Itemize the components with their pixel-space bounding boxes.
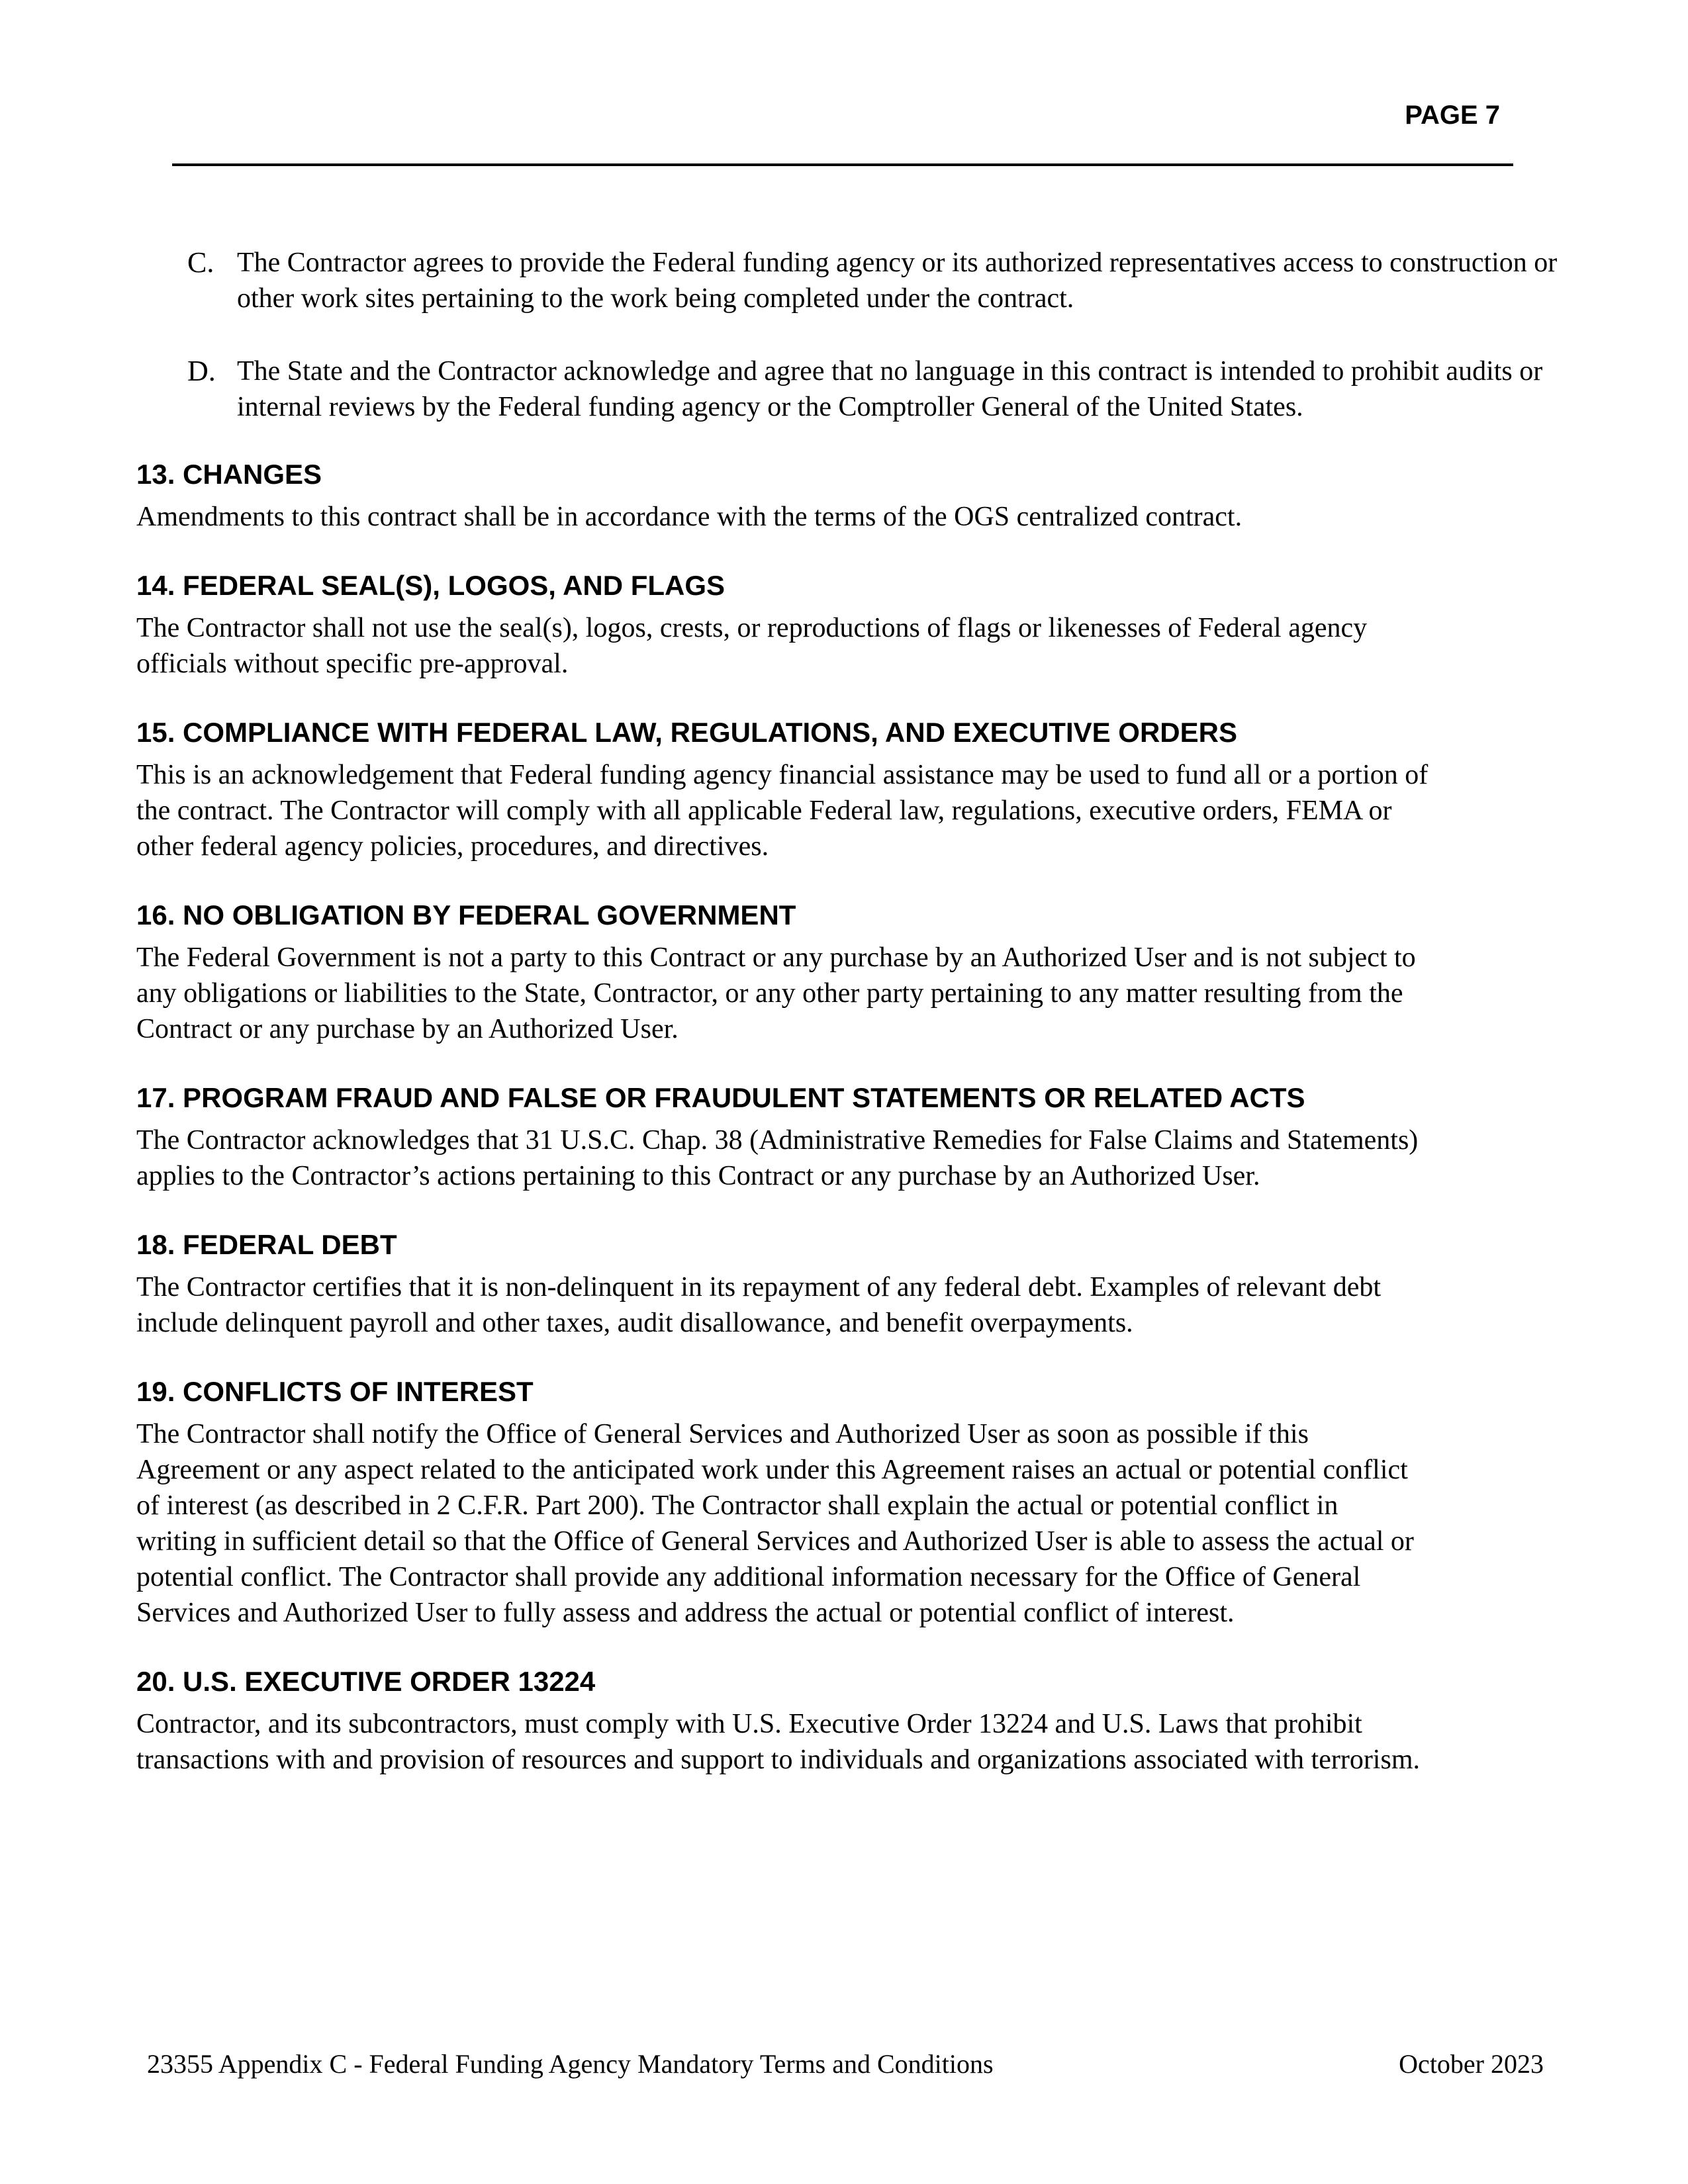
section-program-fraud	[136, 1080, 1560, 1194]
section-body: The Contractor certifies that it is non-delinquent in its repayment of any federal debt. Examples of relevant debt include delinquent payroll and other taxes, audit disallowance, and benefit overpayments.	[136, 1272, 1382, 1338]
section-body: Amendments to this contract shall be in accordance with the terms of the OGS centralized contract.	[136, 502, 1243, 532]
list-item-c	[136, 245, 1560, 316]
list-item-text: The Contractor agrees to provide the Federal funding agency or its authorized representatives access to construction or other work sites pertaining to the work being completed under the contract.	[237, 248, 1558, 314]
section-conflicts-of-interest	[136, 1374, 1560, 1631]
section-executive-order	[136, 1664, 1560, 1778]
page-number: PAGE 7	[1405, 101, 1500, 130]
list-item-text: The State and the Contractor acknowledge and agree that no language in this contract is intended to prohibit audits or internal reviews by the Federal funding agency or the Comptroller General of the United States.	[237, 356, 1543, 422]
footer-document-title: 23355 Appendix C - Federal Funding Agency Mandatory Terms and Conditions	[147, 2049, 994, 2079]
document-body	[136, 245, 1560, 1811]
header-divider	[172, 163, 1513, 166]
section-heading: 15. COMPLIANCE WITH FEDERAL LAW, REGULATIONS, AND EXECUTIVE ORDERS	[136, 717, 1237, 748]
section-heading: 17. PROGRAM FRAUD AND FALSE OR FRAUDULENT STATEMENTS OR RELATED ACTS	[136, 1082, 1305, 1113]
section-body: The Contractor acknowledges that 31 U.S.C. Chap. 38 (Administrative Remedies for False Claims and Statements) applies to the Contractor’s actions pertaining to this Contract or any purchase by an Authorized User.	[136, 1125, 1419, 1191]
section-heading: 20. U.S. EXECUTIVE ORDER 13224	[136, 1666, 596, 1697]
section-heading: 19. CONFLICTS OF INTEREST	[136, 1376, 534, 1407]
section-no-obligation	[136, 897, 1560, 1047]
section-heading: 13. CHANGES	[136, 459, 322, 490]
section-body: Contractor, and its subcontractors, must comply with U.S. Executive Order 13224 and U.S. Laws that prohibit transactions with and provision of resources and support to individuals and organizations associated with terrorism.	[136, 1709, 1420, 1775]
list-marker: C.	[187, 246, 214, 279]
section-heading: 18. FEDERAL DEBT	[136, 1229, 397, 1260]
section-body: This is an acknowledgement that Federal funding agency financial assistance may be used to fund all or a portion of the contract. The Contractor will comply with all applicable Federal law, regulations, executive orders, FEMA or other federal agency policies, procedures, and directives.	[136, 760, 1429, 862]
section-changes	[136, 457, 1560, 535]
section-heading: 14. FEDERAL SEAL(S), LOGOS, AND FLAGS	[136, 570, 726, 601]
section-heading: 16. NO OBLIGATION BY FEDERAL GOVERNMENT	[136, 899, 796, 931]
section-federal-seals	[136, 568, 1560, 682]
section-body: The Contractor shall not use the seal(s), logos, crests, or reproductions of flags or likenesses of Federal agency officials without specific pre-approval.	[136, 613, 1368, 679]
list-item-d	[136, 353, 1560, 425]
list-marker: D.	[187, 355, 216, 387]
section-body: The Federal Government is not a party to this Contract or any purchase by an Authorized User and is not subject to any obligations or liabilities to the State, Contractor, or any other party pertaining to any matter resulting from the Contract or any purchase by an Authorized User.	[136, 942, 1416, 1044]
footer-date: October 2023	[1399, 2049, 1544, 2079]
section-compliance	[136, 715, 1560, 864]
section-federal-debt	[136, 1227, 1560, 1341]
section-body: The Contractor shall notify the Office of General Services and Authorized User as soon as possible if this Agreement or any aspect related to the anticipated work under this Agreement raises an actual or potential conflict of interest (as described in 2 C.F.R. Part 200). The Contractor shall explain the actual or potential conflict in writing in sufficient detail so that the Office of General Services and Authorized User is able to assess the actual or potential conflict. The Contractor shall provide any additional information necessary for the Office of General Services and Authorized User to fully assess and address the actual or potential conflict of interest.	[136, 1419, 1414, 1628]
